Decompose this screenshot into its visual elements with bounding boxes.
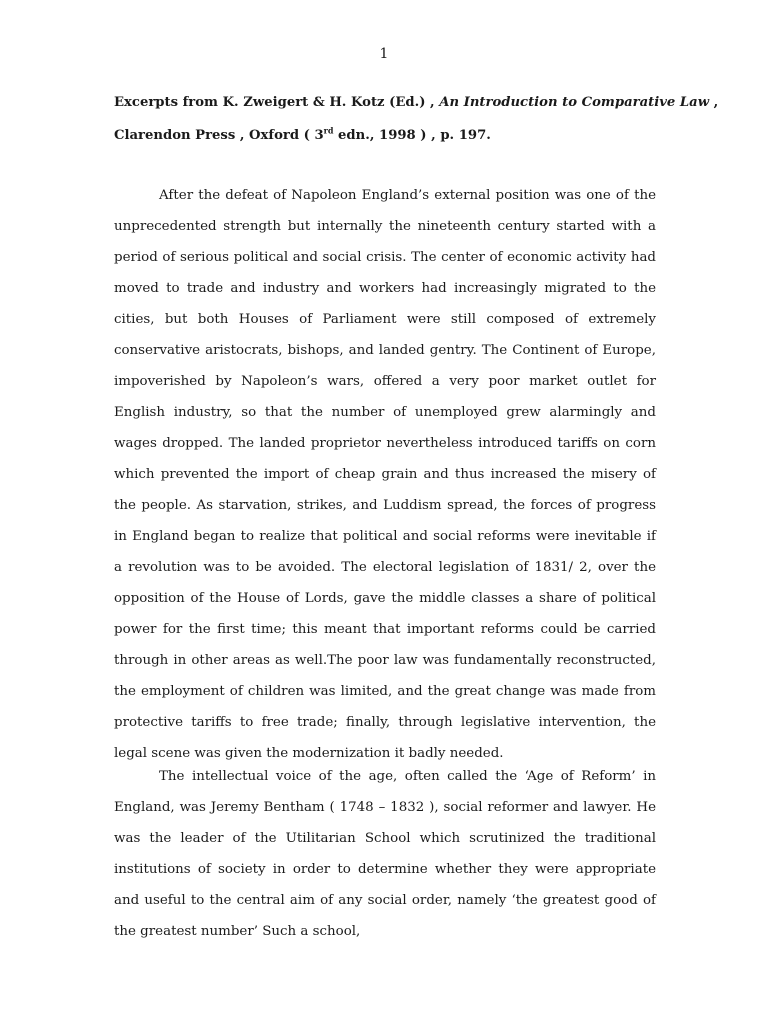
body-paragraph-1: After the defeat of Napoleon England’s external position was one of the unprecedented strength but internally the nineteenth century started with a period of serious political and social crisis. The center of economic activity had moved to trade and industry and workers had increasingly migrated to the cities, but both Houses of Parliament were still composed of extremely conservative aristocrats, bishops, and landed gentry. The Continent of Europe, impoverished by Napoleon’s wars, offered a very poor market outlet for English industry, so that the number of unemployed grew alarmingly and wages dropped. The landed proprietor nevertheless introduced tariffs on corn which prevented the import of cheap grain and thus increased the misery of the people. As starvation, strikes, and Luddism spread, the forces of progress in England began to realize that political and social reforms were inevitable if a revolution was to be avoided. The electoral legislation of 1831/ 2, over the opposition of the House of Lords, gave the middle classes a share of political power for the first time; this meant that important reforms could be carried through in other areas as well.The poor law was fundamentally reconstructed, the employment of children was limited, and the great change was made from protective tariffs to free trade; finally, through legislative intervention, the legal scene was given the modernization it badly needed. <box>114 188 656 761</box>
citation-line-1 <box>114 95 719 110</box>
citation-authors: Excerpts from K. Zweigert & H. Kotz (Ed.) , <box>114 95 440 110</box>
body-paragraph-2: The intellectual voice of the age, often called the ‘Age of Reform’ in England, was Jeremy Bentham ( 1748 – 1832 ), social reformer and lawyer. He was the leader of the Utilitarian School which scrutinized the traditional institutions of society in order to determine whether they were appropriate and useful to the central aim of any social order, namely ‘the greatest good of the greatest number’ Such a school, <box>114 769 656 939</box>
citation-comma: , <box>709 95 719 110</box>
page-number: 1 <box>379 46 389 62</box>
citation-publisher: Clarendon Press , Oxford ( 3 <box>114 128 324 143</box>
edition-superscript: rd <box>323 125 334 136</box>
citation-line-2 <box>114 125 674 143</box>
book-title: An Introduction to Comparative Law <box>439 95 710 110</box>
citation-edition-page: edn., 1998 ) , p. 197. <box>333 128 491 143</box>
